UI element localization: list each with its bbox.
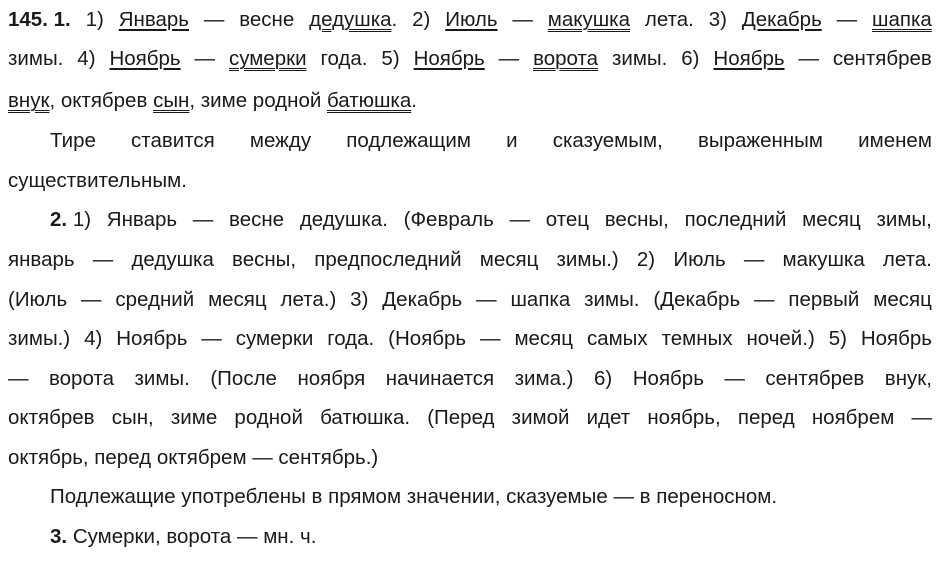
word: последний (684, 208, 787, 231)
word: дедушка. (299, 208, 388, 231)
word: весны, (604, 208, 669, 231)
word: отец (545, 208, 590, 231)
word: Тире (50, 129, 96, 152)
word: средний (115, 288, 195, 311)
word: Ноябрь (116, 327, 188, 350)
word: — (476, 288, 497, 311)
part2-label: 2. (50, 208, 68, 231)
part1-line-1: 145. 1. 1) Январь — весне дедушка. 2) Июль — макушка лета. 3) Декабрь — шапка (8, 8, 932, 31)
word: начинается (385, 367, 495, 390)
word: месяц (873, 288, 932, 311)
word: 5) (828, 327, 847, 350)
word: месяц (802, 208, 861, 231)
word-group (50, 207, 91, 233)
predicate-word: макушка (547, 8, 631, 31)
part1-line-2: зимы. 4) Ноябрь — сумерки года. 5) Ноябрь — ворота зимы. 6) Ноябрь — сентябрев (8, 47, 932, 70)
word: сын, (111, 406, 154, 429)
subject-word: Ноябрь (413, 47, 485, 70)
part2-line-7: октябрь, перед октябрем — сентябрь.) (8, 446, 379, 469)
word: (Декабрь (653, 288, 741, 311)
word: именем (858, 129, 932, 152)
word: Декабрь (382, 288, 463, 311)
word: весны, (232, 248, 297, 271)
word: — (911, 406, 932, 429)
word: весне (229, 208, 285, 231)
word: батюшка. (320, 406, 411, 429)
word: — (743, 248, 765, 271)
word: зимы.) (556, 248, 619, 271)
word: между (249, 129, 312, 152)
word: месяц (479, 248, 539, 271)
part2-line-4 (8, 326, 932, 352)
word: (Ноябрь (388, 327, 467, 350)
word: подлежащим (346, 129, 471, 152)
word: ставится (131, 129, 215, 152)
word: лета. (882, 248, 932, 271)
word: сентябрев (765, 367, 865, 390)
word: Ноябрь (632, 367, 704, 390)
part3-line: 3. Сумерки, ворота — мн. ч. (50, 525, 317, 548)
subject-word: Январь (118, 8, 189, 31)
word: идет (586, 406, 631, 429)
word: 6) (594, 367, 613, 390)
word: ноябрем (811, 406, 895, 429)
word: зиме (170, 406, 218, 429)
word: Январь (106, 208, 178, 231)
word: (Перед (427, 406, 495, 429)
word: и (506, 129, 518, 152)
conclusion-text: Подлежащие употреблены в прямом значении, сказуемые — в переносном. (50, 485, 778, 508)
word: (Февраль (403, 208, 494, 231)
word: октябрев (8, 406, 95, 429)
word: 3) (350, 288, 369, 311)
word: — (724, 367, 745, 390)
word: — (754, 288, 775, 311)
subject-word: Июль (445, 8, 498, 31)
rule-line-2: существительным. (8, 169, 187, 192)
part3-label: 3. (50, 525, 68, 548)
subject-word: Декабрь (741, 8, 822, 31)
part1-line-3: внук, октябрев сын, зиме родной батюшка. (8, 89, 417, 112)
part2-line-6 (8, 405, 932, 431)
word: ворота (49, 367, 114, 390)
word: — (201, 327, 222, 350)
word: сумерки (235, 327, 314, 350)
predicate-word: ворота (533, 47, 599, 70)
word: зимы. (134, 367, 190, 390)
word: сказуемым, (552, 129, 663, 152)
exercise-number: 145. (8, 8, 48, 31)
word: — (480, 327, 501, 350)
predicate-word: батюшка (327, 89, 412, 112)
word: январь (8, 248, 75, 271)
word: ночей.) (746, 327, 815, 350)
word: темных (661, 327, 733, 350)
word: — (509, 208, 531, 231)
word: месяц (514, 327, 574, 350)
part2-line-3 (8, 287, 932, 313)
predicate-word: сумерки (228, 47, 307, 70)
word: — (92, 248, 114, 271)
rule-line-1 (50, 128, 932, 154)
word: 2) (636, 248, 656, 271)
part2-line-5 (8, 366, 932, 392)
word: ноябрь, (647, 406, 721, 429)
part2-line-2 (8, 247, 932, 273)
word: первый (788, 288, 860, 311)
part2-line-1 (50, 207, 932, 233)
predicate-word: дедушка (309, 8, 392, 31)
word: 4) (84, 327, 103, 350)
word: 1) (72, 208, 92, 231)
word: родной (234, 406, 303, 429)
predicate-word: шапка (872, 8, 932, 31)
word: выраженным (697, 129, 823, 152)
word: — (81, 288, 102, 311)
subject-word: Ноябрь (109, 47, 181, 70)
word: внук, (884, 367, 932, 390)
word: зима.) (514, 367, 574, 390)
word: шапка (510, 288, 571, 311)
word: Ноябрь (860, 327, 932, 350)
word: года. (327, 327, 375, 350)
part1-label: 1. (53, 8, 71, 31)
word: перед (737, 406, 795, 429)
word: — (192, 208, 214, 231)
word: — (8, 367, 29, 390)
word: (После (210, 367, 277, 390)
word: месяц (208, 288, 267, 311)
word: макушка (782, 248, 865, 271)
word: зимы, (876, 208, 932, 231)
word: самых (586, 327, 648, 350)
predicate-word: сын (153, 89, 190, 112)
word: Июль (673, 248, 726, 271)
word: зимы. (584, 288, 640, 311)
word: предпоследний (314, 248, 462, 271)
word: зимы.) (8, 327, 71, 350)
word: ноября (297, 367, 366, 390)
word: дедушка (131, 248, 214, 271)
predicate-word: внук (8, 89, 50, 112)
word: (Июль (8, 288, 68, 311)
subject-word: Ноябрь (713, 47, 785, 70)
word: зимой (511, 406, 570, 429)
word: лета.) (280, 288, 337, 311)
